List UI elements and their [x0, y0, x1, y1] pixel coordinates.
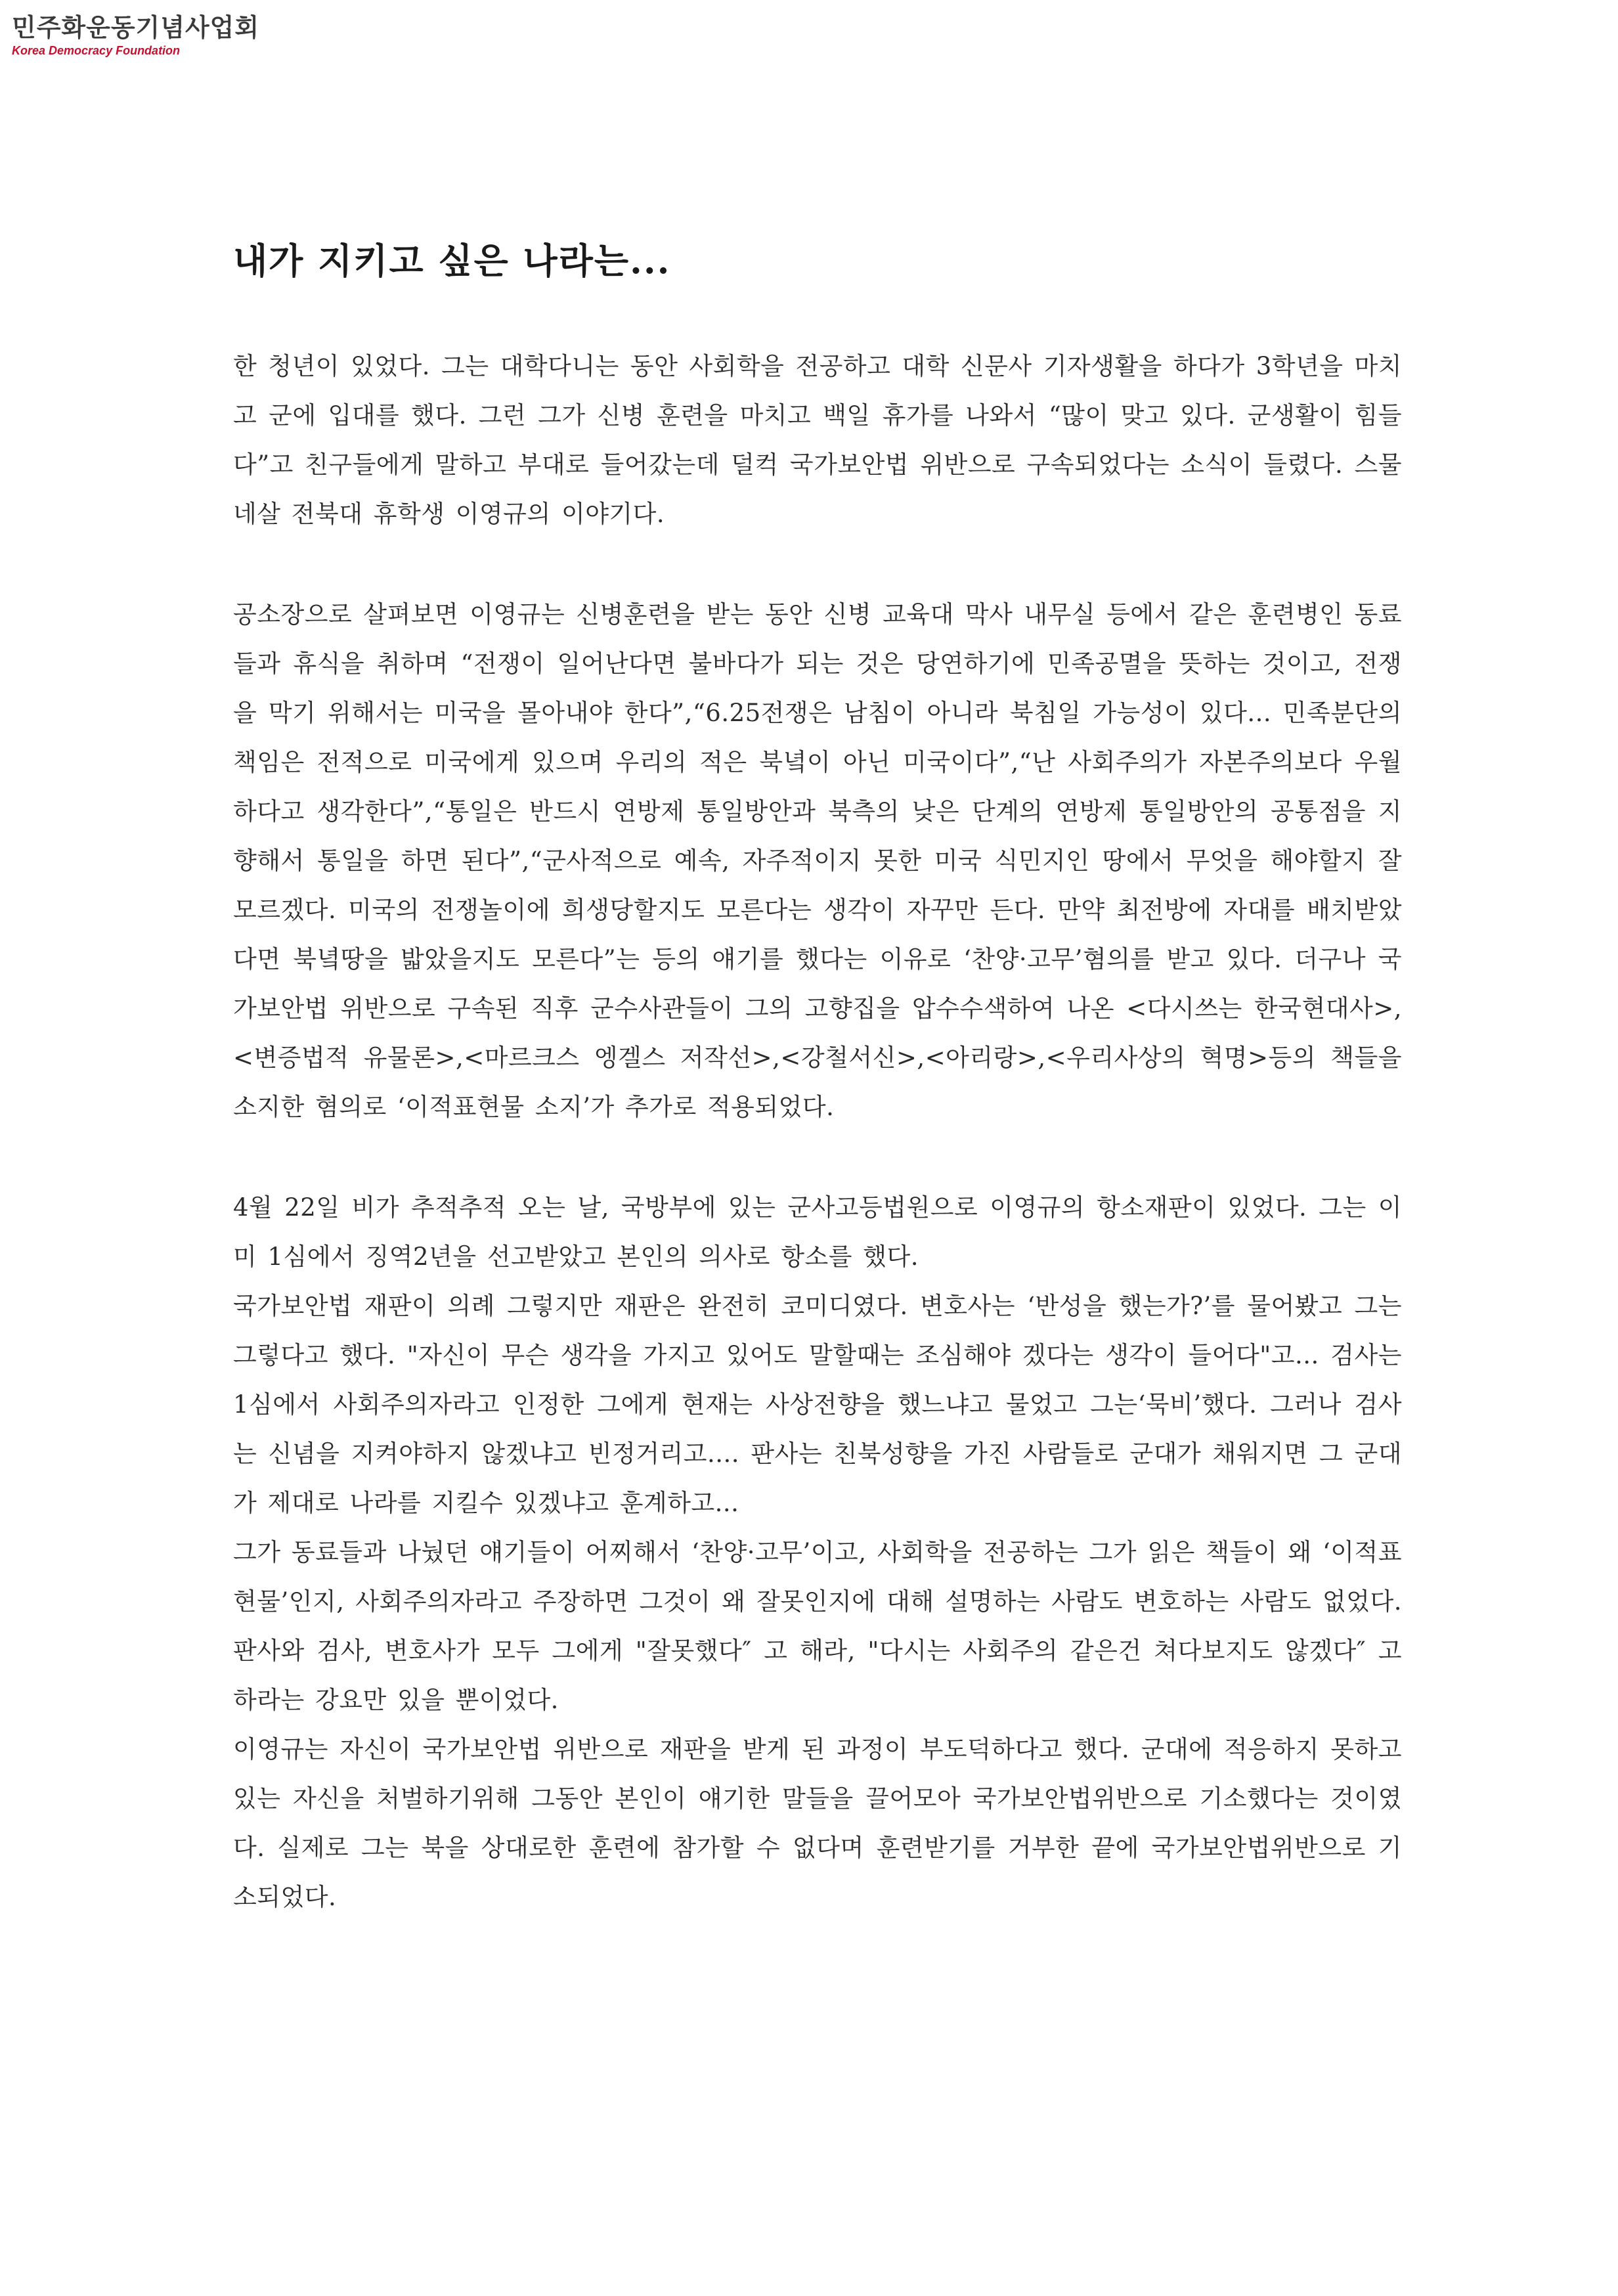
logo-english-text: Korea Democracy Foundation	[12, 44, 181, 57]
paragraph-no-explanation: 그가 동료들과 나눴던 얘기들이 어찌해서 ‘찬양·고무’이고, 사회학을 전공하는 그가 읽은 책들이 왜 ‘이적표현물’인지, 사회주의자라고 주장하면 그것이 왜 잘못인지에 대해 설명하는 사람도 변호하는 사람도 없었다. 판사와 검사, 변호사가 모두 그에게 "잘못했다″ 고 해라, "다시는 사회주의 같은건 쳐다보지도 않겠다″ 고 하라는 강요만 있을 뿐이었다.	[233, 1538, 1402, 1714]
page-title: 내가 지키고 싶은 나라는...	[233, 240, 671, 282]
paragraph-trial-comedy: 국가보안법 재판이 의례 그렇지만 재판은 완전히 코미디였다. 변호사는 ‘반성을 했는가?’를 물어봤고 그는 그렇다고 했다. "자신이 무슨 생각을 가지고 있어도 말할때는 조심해야 겠다는 생각이 들어다"고... 검사는 1심에서 사회주의자라고 인정한 그에게 현재는 사상전향을 했느냐고 물었고 그는‘묵비’했다. 그러나 검사는 신념을 지켜야하지 않겠냐고 빈정거리고.... 판사는 친북성향을 가진 사람들로 군대가 채워지면 그 군대가 제대로 나라를 지킬수 있겠냐고 훈계하고...	[233, 1292, 1402, 1517]
logo-korean-text: 민주화운동기념사업회	[12, 13, 260, 42]
paragraph-appeal-trial: 4월 22일 비가 추적추적 오는 날, 국방부에 있는 군사고등법원으로 이영규의 항소재판이 있었다. 그는 이미 1심에서 징역2년을 선고받았고 본인의 의사로 항소를 했다.	[233, 1193, 1402, 1271]
paragraph-conclusion: 이영규는 자신이 국가보안법 위반으로 재판을 받게 된 과정이 부도덕하다고 했다. 군대에 적응하지 못하고 있는 자신을 처벌하기위해 그동안 본인이 얘기한 말들을 끌어모아 국가보안법위반으로 기소했다는 것이였다. 실제로 그는 북을 상대로한 훈련에 참가할 수 없다며 훈련받기를 거부한 끝에 국가보안법위반으로 기소되었다.	[233, 1735, 1402, 1911]
foundation-logo	[12, 12, 260, 58]
paragraph-intro: 한 청년이 있었다. 그는 대학다니는 동안 사회학을 전공하고 대학 신문사 기자생활을 하다가 3학년을 마치고 군에 입대를 했다. 그런 그가 신병 훈련을 마치고 백일 휴가를 나와서 “많이 맞고 있다. 군생활이 힘들다”고 친구들에게 말하고 부대로 들어갔는데 덜컥 국가보안법 위반으로 구속되었다는 소식이 들렸다. 스물네살 전북대 휴학생 이영규의 이야기다.	[233, 352, 1402, 528]
document-body	[233, 342, 1402, 1922]
paragraph-indictment: 공소장으로 살펴보면 이영규는 신병훈련을 받는 동안 신병 교육대 막사 내무실 등에서 같은 훈련병인 동료들과 휴식을 취하며 “전쟁이 일어난다면 불바다가 되는 것은 당연하기에 민족공멸을 뜻하는 것이고, 전쟁을 막기 위해서는 미국을 몰아내야 한다”,“6.25전쟁은 남침이 아니라 북침일 가능성이 있다... 민족분단의 책임은 전적으로 미국에게 있으며 우리의 적은 북녘이 아닌 미국이다”,“난 사회주의가 자본주의보다 우월하다고 생각한다”,“통일은 반드시 연방제 통일방안과 북측의 낮은 단계의 연방제 통일방안의 공통점을 지향해서 통일을 하면 된다”,“군사적으로 예속, 자주적이지 못한 미국 식민지인 땅에서 무엇을 해야할지 잘 모르겠다. 미국의 전쟁놀이에 희생당할지도 모른다는 생각이 자꾸만 든다. 만약 최전방에 자대를 배치받았다면 북녘땅을 밟았을지도 모른다”는 등의 얘기를 했다는 이유로 ‘찬양·고무’혐의를 받고 있다. 더구나 국가보안법 위반으로 구속된 직후 군수사관들이 그의 고향집을 압수수색하여 나온 <다시쓰는 한국현대사>,<변증법적 유물론>,<마르크스 엥겔스 저작선>,<강철서신>,<아리랑>,<우리사상의 혁명>등의 책들을 소지한 혐의로 ‘이적표현물 소지’가 추가로 적용되었다.	[233, 600, 1402, 1121]
